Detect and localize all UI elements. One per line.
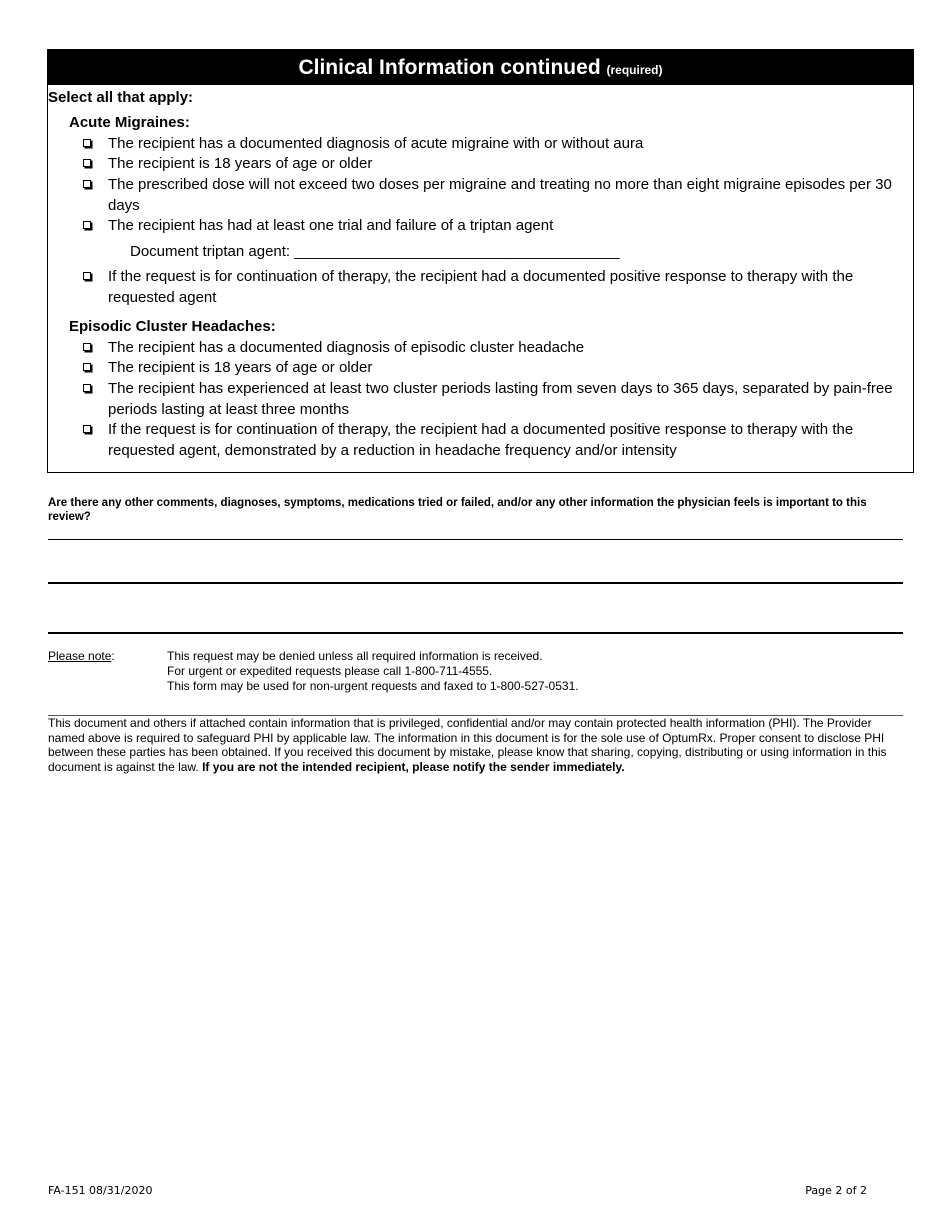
checkbox[interactable] (83, 425, 91, 433)
checkbox[interactable] (83, 139, 91, 147)
comment-line-2[interactable] (48, 582, 903, 584)
note-line-2: For urgent or expedited requests please call 1-800-711-4555. (167, 664, 493, 678)
cluster-item-4-text: If the request is for continuation of therapy, the recipient had a documented positive response to therapy with the requested agent, demonstrated by a reduction in headache frequency and/or intensity (108, 421, 854, 459)
document-triptan-field[interactable]: _______________________________________ (294, 243, 620, 260)
note-line-3: This form may be used for non-urgent requests and faxed to 1-800-527-0531. (167, 679, 579, 693)
checkbox[interactable] (83, 159, 91, 167)
section-header (48, 50, 913, 85)
confidentiality-disclaimer (48, 716, 906, 774)
disclaimer-bold: If you are not the intended recipient, please notify the sender immediately. (202, 759, 625, 774)
required-note: (required) (606, 63, 663, 77)
clinical-info-box (47, 49, 914, 473)
acute-item-4 (83, 216, 903, 237)
note-line-1: This request may be denied unless all required information is received. (167, 649, 543, 663)
acute-migraines-title: Acute Migraines: (69, 114, 190, 131)
checkbox[interactable] (83, 363, 91, 371)
section-title: Clinical Information continued (298, 56, 601, 79)
acute-item-1-text: The recipient has a documented diagnosis of acute migraine with or without aura (108, 135, 644, 152)
cluster-headaches-title: Episodic Cluster Headaches: (69, 318, 276, 335)
please-note-text: Please note (48, 649, 112, 663)
please-note-label (48, 649, 115, 663)
checkbox[interactable] (83, 343, 91, 351)
cluster-item-4 (83, 420, 903, 461)
acute-item-2-text: The recipient is 18 years of age or older (108, 155, 373, 172)
cluster-item-1-text: The recipient has a documented diagnosis of episodic cluster headache (108, 339, 585, 356)
disclaimer-text: This document and others if attached contain information that is privileged, confidential and/or may contain protected health information (PHI). The Provider named above is required to safeguard PHI by applicable law. The information in this document is for the sole use of OptumRx. Proper consent to disclose PHI between these parties has been obtained. If you received this document by mistake, please know that sharing, copying, distributing or using information in this document is against the law. (48, 716, 887, 774)
comment-line-1[interactable] (48, 539, 903, 540)
cluster-item-1 (83, 338, 903, 359)
cluster-item-3 (83, 379, 903, 420)
page-number: Page 2 of 2 (805, 1184, 867, 1197)
checkbox[interactable] (83, 384, 91, 392)
checkbox[interactable] (83, 180, 91, 188)
acute-item-3-text: The prescribed dose will not exceed two doses per migraine and treating no more than eight migraine episodes per 30 days (108, 176, 892, 214)
comment-line-3[interactable] (48, 632, 903, 634)
acute-item-3 (83, 175, 903, 216)
cluster-item-3-text: The recipient has experienced at least two cluster periods lasting from seven days to 365 days, separated by pain-free periods lasting at least three months (108, 380, 893, 418)
please-note-colon: : (111, 649, 115, 663)
note-lines (167, 649, 579, 694)
acute-item-2 (83, 154, 903, 175)
cluster-item-2 (83, 358, 903, 379)
document-triptan-line (130, 243, 620, 260)
checkbox[interactable] (83, 272, 91, 280)
checkbox[interactable] (83, 221, 91, 229)
acute-item-5-text: If the request is for continuation of therapy, the recipient had a documented positive response to therapy with the requested agent (108, 268, 854, 306)
acute-item-5 (83, 267, 903, 308)
acute-item-4-text: The recipient has had at least one trial and failure of a triptan agent (108, 217, 554, 234)
acute-item-1 (83, 134, 903, 155)
form-id: FA-151 08/31/2020 (48, 1184, 153, 1197)
select-all-label: Select all that apply: (48, 89, 194, 106)
document-triptan-label: Document triptan agent: (130, 243, 291, 260)
cluster-item-2-text: The recipient is 18 years of age or older (108, 359, 373, 376)
comments-question: Are there any other comments, diagnoses, symptoms, medications tried or failed, and/or any other information the physician feels is important to this review? (48, 497, 867, 523)
